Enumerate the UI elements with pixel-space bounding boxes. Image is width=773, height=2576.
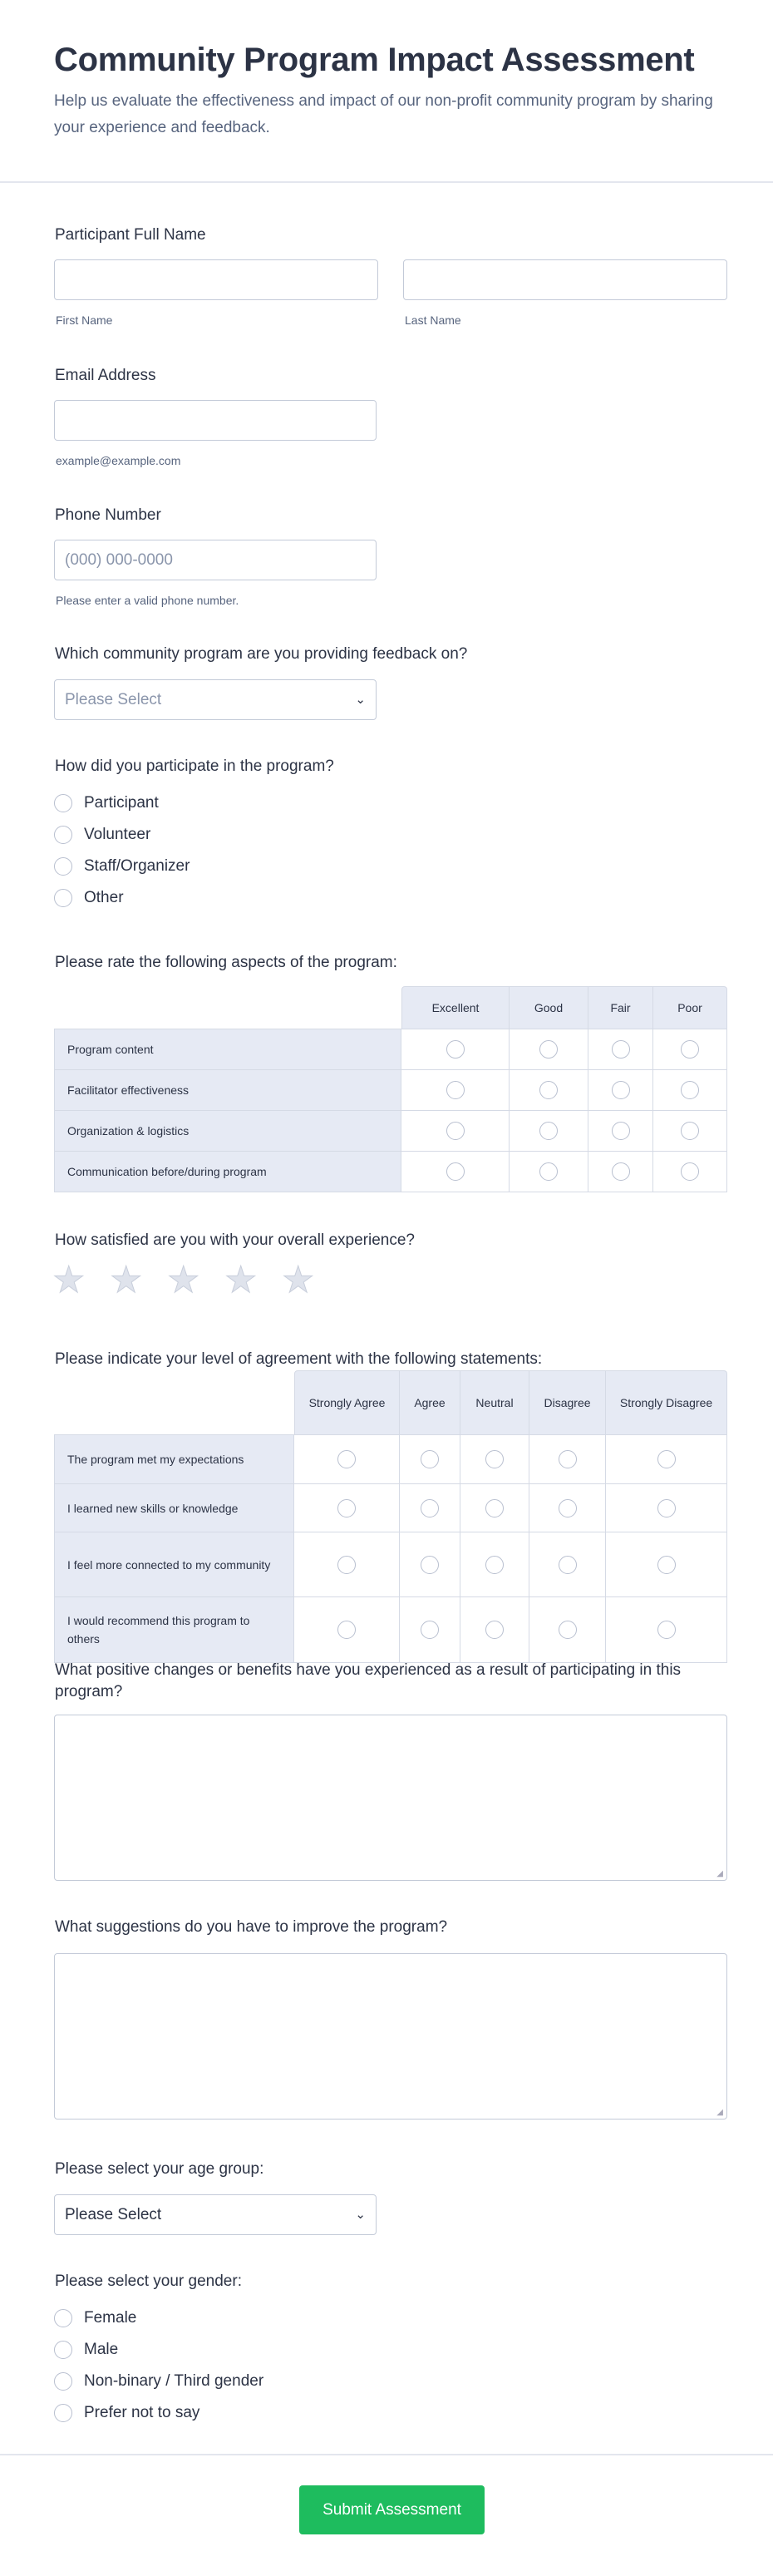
gender-option[interactable] <box>54 2372 263 2391</box>
age-select[interactable] <box>54 2194 377 2235</box>
email-input[interactable] <box>54 400 377 441</box>
radio-button[interactable] <box>54 826 72 844</box>
phone-label: Phone Number <box>55 506 161 524</box>
matrix-cell[interactable] <box>588 1029 653 1070</box>
radio-button[interactable] <box>337 1450 356 1468</box>
matrix-cell[interactable] <box>294 1435 400 1484</box>
option-label: Participant <box>84 794 159 812</box>
participation-option[interactable] <box>54 826 150 844</box>
matrix-row-label: Facilitator effectiveness <box>54 1070 401 1111</box>
star-icon[interactable]: ★ <box>224 1260 258 1300</box>
full-name-label: Participant Full Name <box>55 226 206 244</box>
radio-button[interactable] <box>421 1450 439 1468</box>
star-icon[interactable]: ★ <box>52 1260 86 1300</box>
matrix-cell[interactable] <box>294 1532 400 1597</box>
matrix-row <box>54 1152 727 1192</box>
matrix-cell[interactable] <box>510 1070 588 1111</box>
matrix-cell[interactable] <box>606 1435 727 1484</box>
radio-button[interactable] <box>446 1162 465 1181</box>
radio-button[interactable] <box>539 1040 558 1059</box>
matrix-cell[interactable] <box>588 1111 653 1152</box>
radio-button[interactable] <box>657 1450 676 1468</box>
submit-button[interactable]: Submit Assessment <box>299 2485 485 2534</box>
participation-option[interactable] <box>54 857 190 876</box>
matrix-cell[interactable] <box>606 1532 727 1597</box>
radio-button[interactable] <box>485 1556 504 1574</box>
star-icon[interactable]: ★ <box>110 1260 143 1300</box>
matrix-column-header: Neutral <box>460 1370 529 1435</box>
matrix-cell[interactable] <box>401 1029 510 1070</box>
radio-button[interactable] <box>337 1556 356 1574</box>
matrix-cell[interactable] <box>653 1070 727 1111</box>
matrix-row <box>54 1435 727 1484</box>
radio-button[interactable] <box>446 1122 465 1140</box>
radio-button[interactable] <box>612 1122 630 1140</box>
radio-button[interactable] <box>681 1122 699 1140</box>
matrix-cell[interactable] <box>588 1152 653 1192</box>
program-label: Which community program are you providing feedback on? <box>55 645 468 663</box>
radio-button[interactable] <box>681 1162 699 1181</box>
radio-button[interactable] <box>657 1556 676 1574</box>
radio-button[interactable] <box>539 1122 558 1140</box>
chevron-down-icon: ⌄ <box>355 2208 366 2222</box>
option-label: Female <box>84 2309 137 2327</box>
matrix-column-header: Agree <box>400 1370 460 1435</box>
program-select-value: Please Select <box>65 691 162 708</box>
gender-label: Please select your gender: <box>55 2273 242 2290</box>
radio-button[interactable] <box>559 1556 577 1574</box>
matrix-cell[interactable] <box>400 1435 460 1484</box>
matrix-row <box>54 1597 727 1663</box>
rating-label: Please rate the following aspects of the program: <box>55 954 397 971</box>
radio-button[interactable] <box>337 1621 356 1639</box>
option-label: Prefer not to say <box>84 2404 200 2421</box>
option-label: Volunteer <box>84 826 151 843</box>
matrix-cell[interactable] <box>400 1532 460 1597</box>
matrix-row <box>54 1111 727 1152</box>
participation-option[interactable] <box>54 889 124 907</box>
matrix-cell[interactable] <box>653 1152 727 1192</box>
radio-button[interactable] <box>54 2341 72 2359</box>
matrix-cell[interactable] <box>294 1597 400 1663</box>
matrix-corner <box>54 986 401 1029</box>
radio-button[interactable] <box>612 1162 630 1181</box>
option-label: Non-binary / Third gender <box>84 2372 264 2390</box>
radio-button[interactable] <box>612 1081 630 1099</box>
matrix-column-header: Fair <box>588 986 653 1029</box>
radio-button[interactable] <box>559 1621 577 1639</box>
matrix-cell[interactable] <box>606 1484 727 1532</box>
matrix-column-header: Disagree <box>529 1370 606 1435</box>
benefits-textarea[interactable] <box>54 1715 727 1881</box>
matrix-row-label: Program content <box>54 1029 401 1070</box>
radio-button[interactable] <box>539 1081 558 1099</box>
matrix-cell[interactable] <box>460 1484 529 1532</box>
resize-handle-icon[interactable]: ◢ <box>716 1869 723 1878</box>
phone-input[interactable]: (000) 000-0000 <box>54 540 377 580</box>
matrix-row <box>54 1029 727 1070</box>
radio-button[interactable] <box>612 1040 630 1059</box>
matrix-cell[interactable] <box>653 1111 727 1152</box>
option-label: Male <box>84 2341 119 2358</box>
radio-button[interactable] <box>54 2309 72 2327</box>
matrix-column-header: Excellent <box>401 986 510 1029</box>
radio-button[interactable] <box>485 1499 504 1517</box>
matrix-column-header: Good <box>510 986 588 1029</box>
suggestions-label: What suggestions do you have to improve the program? <box>55 1918 448 1936</box>
suggestions-textarea[interactable] <box>54 1953 727 2120</box>
matrix-cell[interactable] <box>529 1435 606 1484</box>
footer-divider <box>0 2454 773 2455</box>
participation-option[interactable] <box>54 794 159 812</box>
gender-option[interactable] <box>54 2341 118 2359</box>
matrix-cell[interactable] <box>460 1532 529 1597</box>
matrix-row-label: The program met my expectations <box>54 1435 294 1484</box>
matrix-row-label: I would recommend this program to others <box>54 1597 294 1663</box>
gender-option[interactable] <box>54 2404 199 2422</box>
matrix-row-label: Communication before/during program <box>54 1152 401 1192</box>
radio-button[interactable] <box>421 1556 439 1574</box>
email-help: example@example.com <box>56 454 181 467</box>
program-select[interactable] <box>54 679 377 720</box>
matrix-cell[interactable] <box>529 1532 606 1597</box>
matrix-cell[interactable] <box>460 1597 529 1663</box>
matrix-cell[interactable] <box>460 1435 529 1484</box>
radio-button[interactable] <box>446 1081 465 1099</box>
page-subtitle: Help us evaluate the effectiveness and impact of our non-profit community program by sharing your experience and feedback. <box>54 92 713 136</box>
matrix-cell[interactable] <box>400 1597 460 1663</box>
matrix-row <box>54 1532 727 1597</box>
resize-handle-icon[interactable]: ◢ <box>716 2108 723 2117</box>
star-icon[interactable]: ★ <box>282 1260 315 1300</box>
radio-button[interactable] <box>54 2372 72 2391</box>
email-label: Email Address <box>55 367 156 384</box>
radio-button[interactable] <box>681 1040 699 1059</box>
matrix-cell[interactable] <box>294 1484 400 1532</box>
participation-label: How did you participate in the program? <box>55 758 334 775</box>
radio-button[interactable] <box>337 1499 356 1517</box>
matrix-cell[interactable] <box>401 1152 510 1192</box>
matrix-row-label: Organization & logistics <box>54 1111 401 1152</box>
radio-button[interactable] <box>681 1081 699 1099</box>
matrix-row-label: I learned new skills or knowledge <box>54 1484 294 1532</box>
gender-option[interactable] <box>54 2309 136 2327</box>
phone-help: Please enter a valid phone number. <box>56 594 239 607</box>
option-label: Other <box>84 889 124 906</box>
matrix-cell[interactable] <box>606 1597 727 1663</box>
radio-button[interactable] <box>54 2404 72 2422</box>
age-label: Please select your age group: <box>55 2160 264 2178</box>
radio-button[interactable] <box>485 1621 504 1639</box>
radio-button[interactable] <box>54 857 72 876</box>
radio-button[interactable] <box>657 1499 676 1517</box>
rating-matrix <box>54 986 727 1192</box>
matrix-cell[interactable] <box>588 1070 653 1111</box>
matrix-cell[interactable] <box>510 1029 588 1070</box>
radio-button[interactable] <box>559 1499 577 1517</box>
first-name-input[interactable] <box>54 259 378 300</box>
matrix-column-header: Poor <box>653 986 727 1029</box>
matrix-column-header: Strongly Disagree <box>606 1370 727 1435</box>
matrix-row <box>54 1484 727 1532</box>
matrix-cell[interactable] <box>400 1484 460 1532</box>
benefits-label: What positive changes or benefits have you experienced as a result of participating in this program? <box>55 1661 682 1700</box>
matrix-cell[interactable] <box>529 1597 606 1663</box>
matrix-cell[interactable] <box>529 1484 606 1532</box>
matrix-cell[interactable] <box>401 1070 510 1111</box>
radio-button[interactable] <box>539 1162 558 1181</box>
agreement-matrix <box>54 1370 727 1663</box>
matrix-cell[interactable] <box>510 1111 588 1152</box>
first-name-sublabel: First Name <box>56 313 113 327</box>
radio-button[interactable] <box>446 1040 465 1059</box>
matrix-row-label: I feel more connected to my community <box>54 1532 294 1597</box>
radio-button[interactable] <box>657 1621 676 1639</box>
radio-button[interactable] <box>54 794 72 812</box>
chevron-down-icon: ⌄ <box>355 693 366 707</box>
radio-button[interactable] <box>54 889 72 907</box>
satisfaction-label: How satisfied are you with your overall experience? <box>55 1231 415 1249</box>
radio-button[interactable] <box>485 1450 504 1468</box>
matrix-cell[interactable] <box>401 1111 510 1152</box>
age-select-value: Please Select <box>65 2206 162 2223</box>
matrix-corner <box>54 1370 294 1435</box>
agreement-label: Please indicate your level of agreement with the following statements: <box>55 1350 543 1368</box>
matrix-row <box>54 1070 727 1111</box>
matrix-cell[interactable] <box>653 1029 727 1070</box>
last-name-sublabel: Last Name <box>405 313 461 327</box>
radio-button[interactable] <box>421 1621 439 1639</box>
header-divider <box>0 181 773 183</box>
radio-button[interactable] <box>421 1499 439 1517</box>
matrix-cell[interactable] <box>510 1152 588 1192</box>
last-name-input[interactable] <box>403 259 727 300</box>
matrix-column-header: Strongly Agree <box>294 1370 400 1435</box>
page-title: Community Program Impact Assessment <box>54 42 695 78</box>
option-label: Staff/Organizer <box>84 857 190 875</box>
radio-button[interactable] <box>559 1450 577 1468</box>
star-icon[interactable]: ★ <box>167 1260 200 1300</box>
